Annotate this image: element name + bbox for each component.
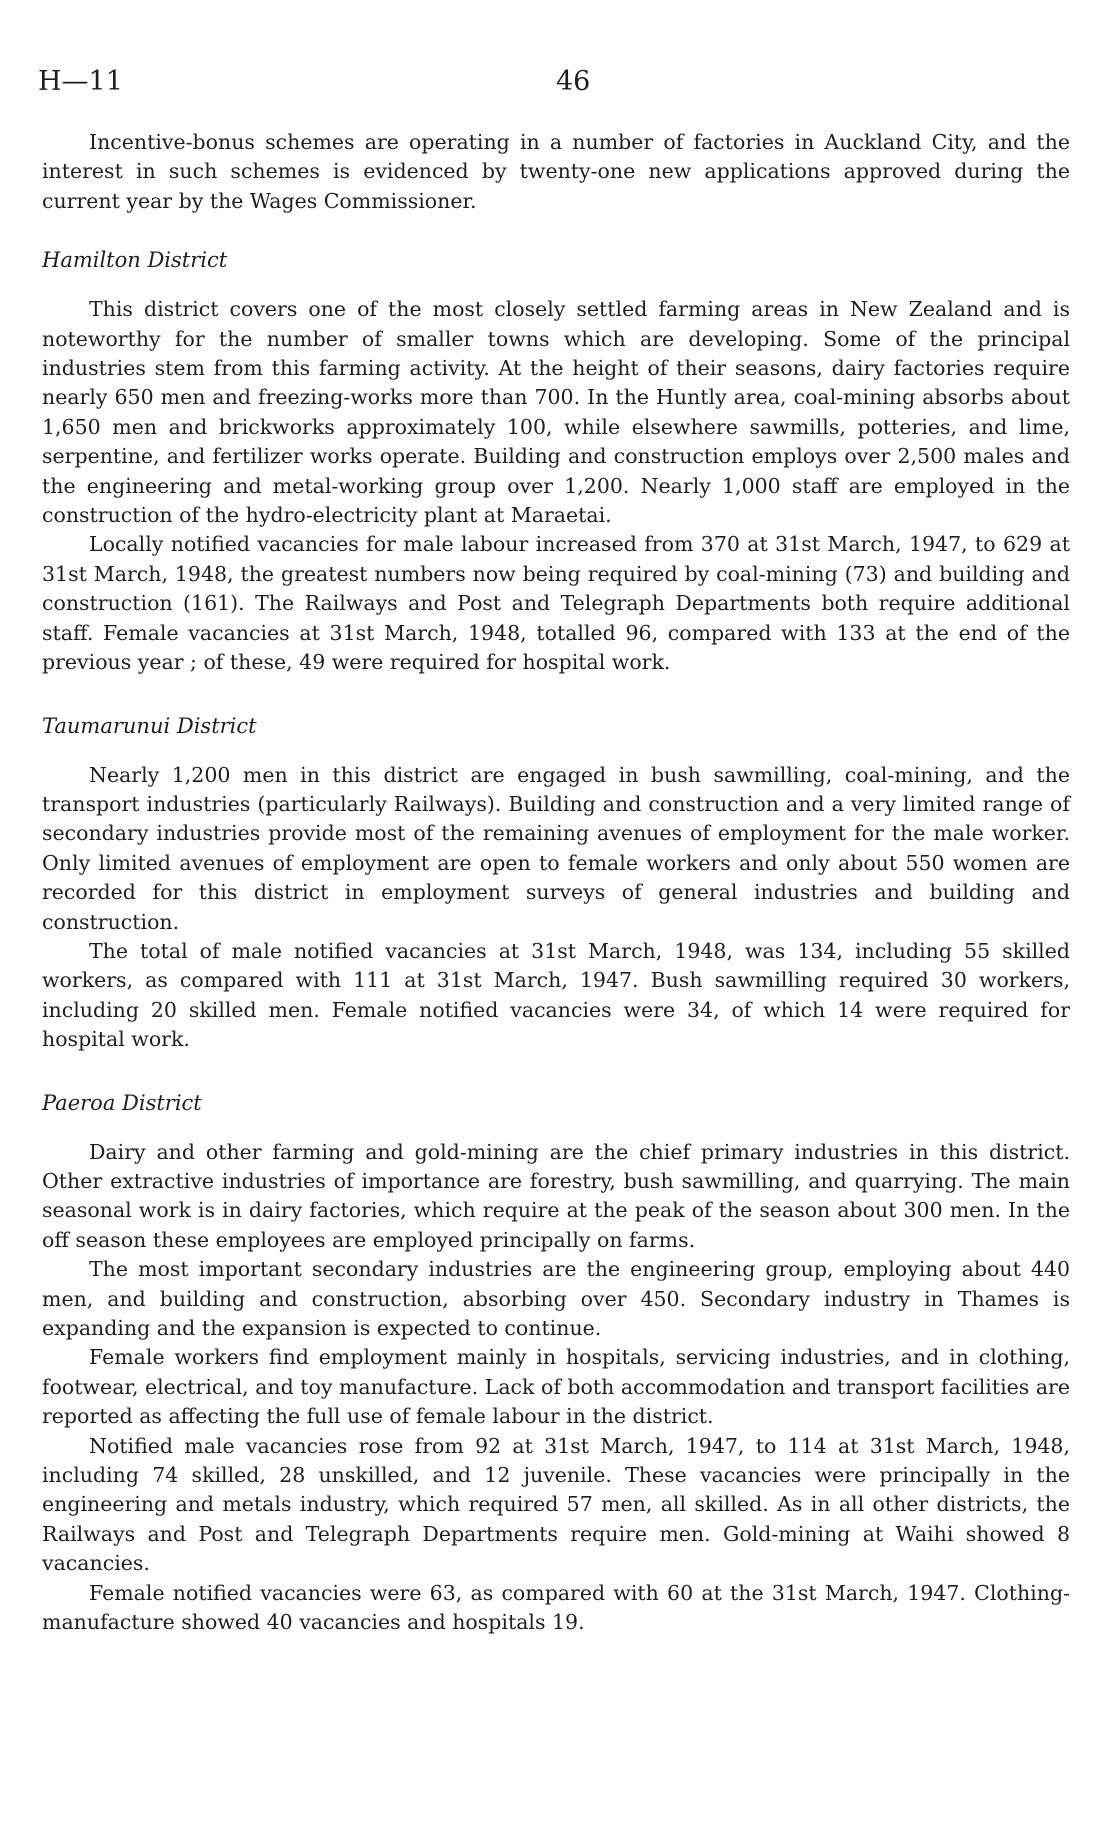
body-paragraph: This district covers one of the most closely settled farming areas in New Zealand and is noteworthy for the number of smaller towns which are developing. Some of the principal industries stem from this farming activity. At the height of their seasons, dairy factories require nearly 650 men and freezing-works more than 700. In the Huntly area, coal-mining absorbs about 1,650 men and brickworks approximately 100, while elsewhere sawmills, potteries, and lime, serpentine, and fertilizer works operate. Building and construction employs over 2,500 males and the engineering and metal-working group over 1,200. Nearly 1,000 staff are employed in the construction of the hydro-electricity plant at Maraetai. [42,297,1070,528]
section-heading: Hamilton District [42,248,228,273]
body-paragraph: Locally notified vacancies for male labour increased from 370 at 31st March, 1947, to 629 at 31st March, 1948, the greatest numbers now being required by coal-mining (73) and building and construction (161). The Railways and Post and Telegraph Departments both require additional staff. Female vacancies at 31st March, 1948, totalled 96, compared with 133 at the end of the previous year ; of these, 49 were required for hospital work. [42,532,1070,675]
page-body [42,128,1070,1637]
page-number: 46 [556,66,591,97]
section-heading: Paeroa District [42,1090,202,1115]
section-paeroa-district [42,1089,1070,1638]
page-header [38,62,1076,102]
section-taumarunui-district [42,712,1070,1055]
body-paragraph: Notified male vacancies rose from 92 at 31st March, 1947, to 114 at 31st March, 1948, including 74 skilled, 28 unskilled, and 12 juvenile. These vacancies were principally in the engineering and metals industry, which required 57 men, all skilled. As in all other districts, the Railways and Post and Telegraph Departments require men. Gold-mining at Waihi showed 8 vacancies. [42,1433,1070,1576]
body-paragraph: The total of male notified vacancies at 31st March, 1948, was 134, including 55 skilled workers, as compared with 111 at 31st March, 1947. Bush sawmilling required 30 workers, including 20 skilled men. Female notified vacancies were 34, of which 14 were required for hospital work. [42,938,1070,1052]
section-heading: Taumarunui District [42,713,257,738]
body-paragraph: Female notified vacancies were 63, as compared with 60 at the 31st March, 1947. Clothing-manufacture showed 40 vacancies and hospitals 19. [42,1580,1070,1635]
body-paragraph: The most important secondary industries are the engineering group, employing about 440 men, and building and construction, absorbing over 450. Secondary industry in Thames is expanding and the expansion is expected to continue. [42,1257,1070,1340]
document-reference: H—11 [38,66,123,97]
body-paragraph: Dairy and other farming and gold-mining are the chief primary industries in this district. Other extractive industries of importance are forestry, bush sawmilling, and quarrying. The main seasonal work is in dairy factories, which require at the peak of the season about 300 men. In the off season these employees are employed principally on farms. [42,1139,1070,1252]
intro-paragraph: Incentive-bonus schemes are operating in a number of factories in Auckland City, and the interest in such schemes is evidenced by twenty-one new applications approved during the current year by the Wages Commissioner. [42,130,1070,213]
body-paragraph: Female workers find employment mainly in hospitals, servicing industries, and in clothing, footwear, electrical, and toy manufacture. Lack of both accommodation and transport facilities are reported as affecting the full use of female labour in the district. [42,1345,1070,1429]
section-hamilton-district [42,246,1070,677]
body-paragraph: Nearly 1,200 men in this district are engaged in bush sawmilling, coal-mining, and the transport industries (particularly Railways). Building and construction and a very limited range of secondary industries provide most of the remaining avenues of employment for the male worker. Only limited avenues of employment are open to female workers and only about 550 women are recorded for this district in employment surveys of general industries and building and construction. [42,762,1070,934]
